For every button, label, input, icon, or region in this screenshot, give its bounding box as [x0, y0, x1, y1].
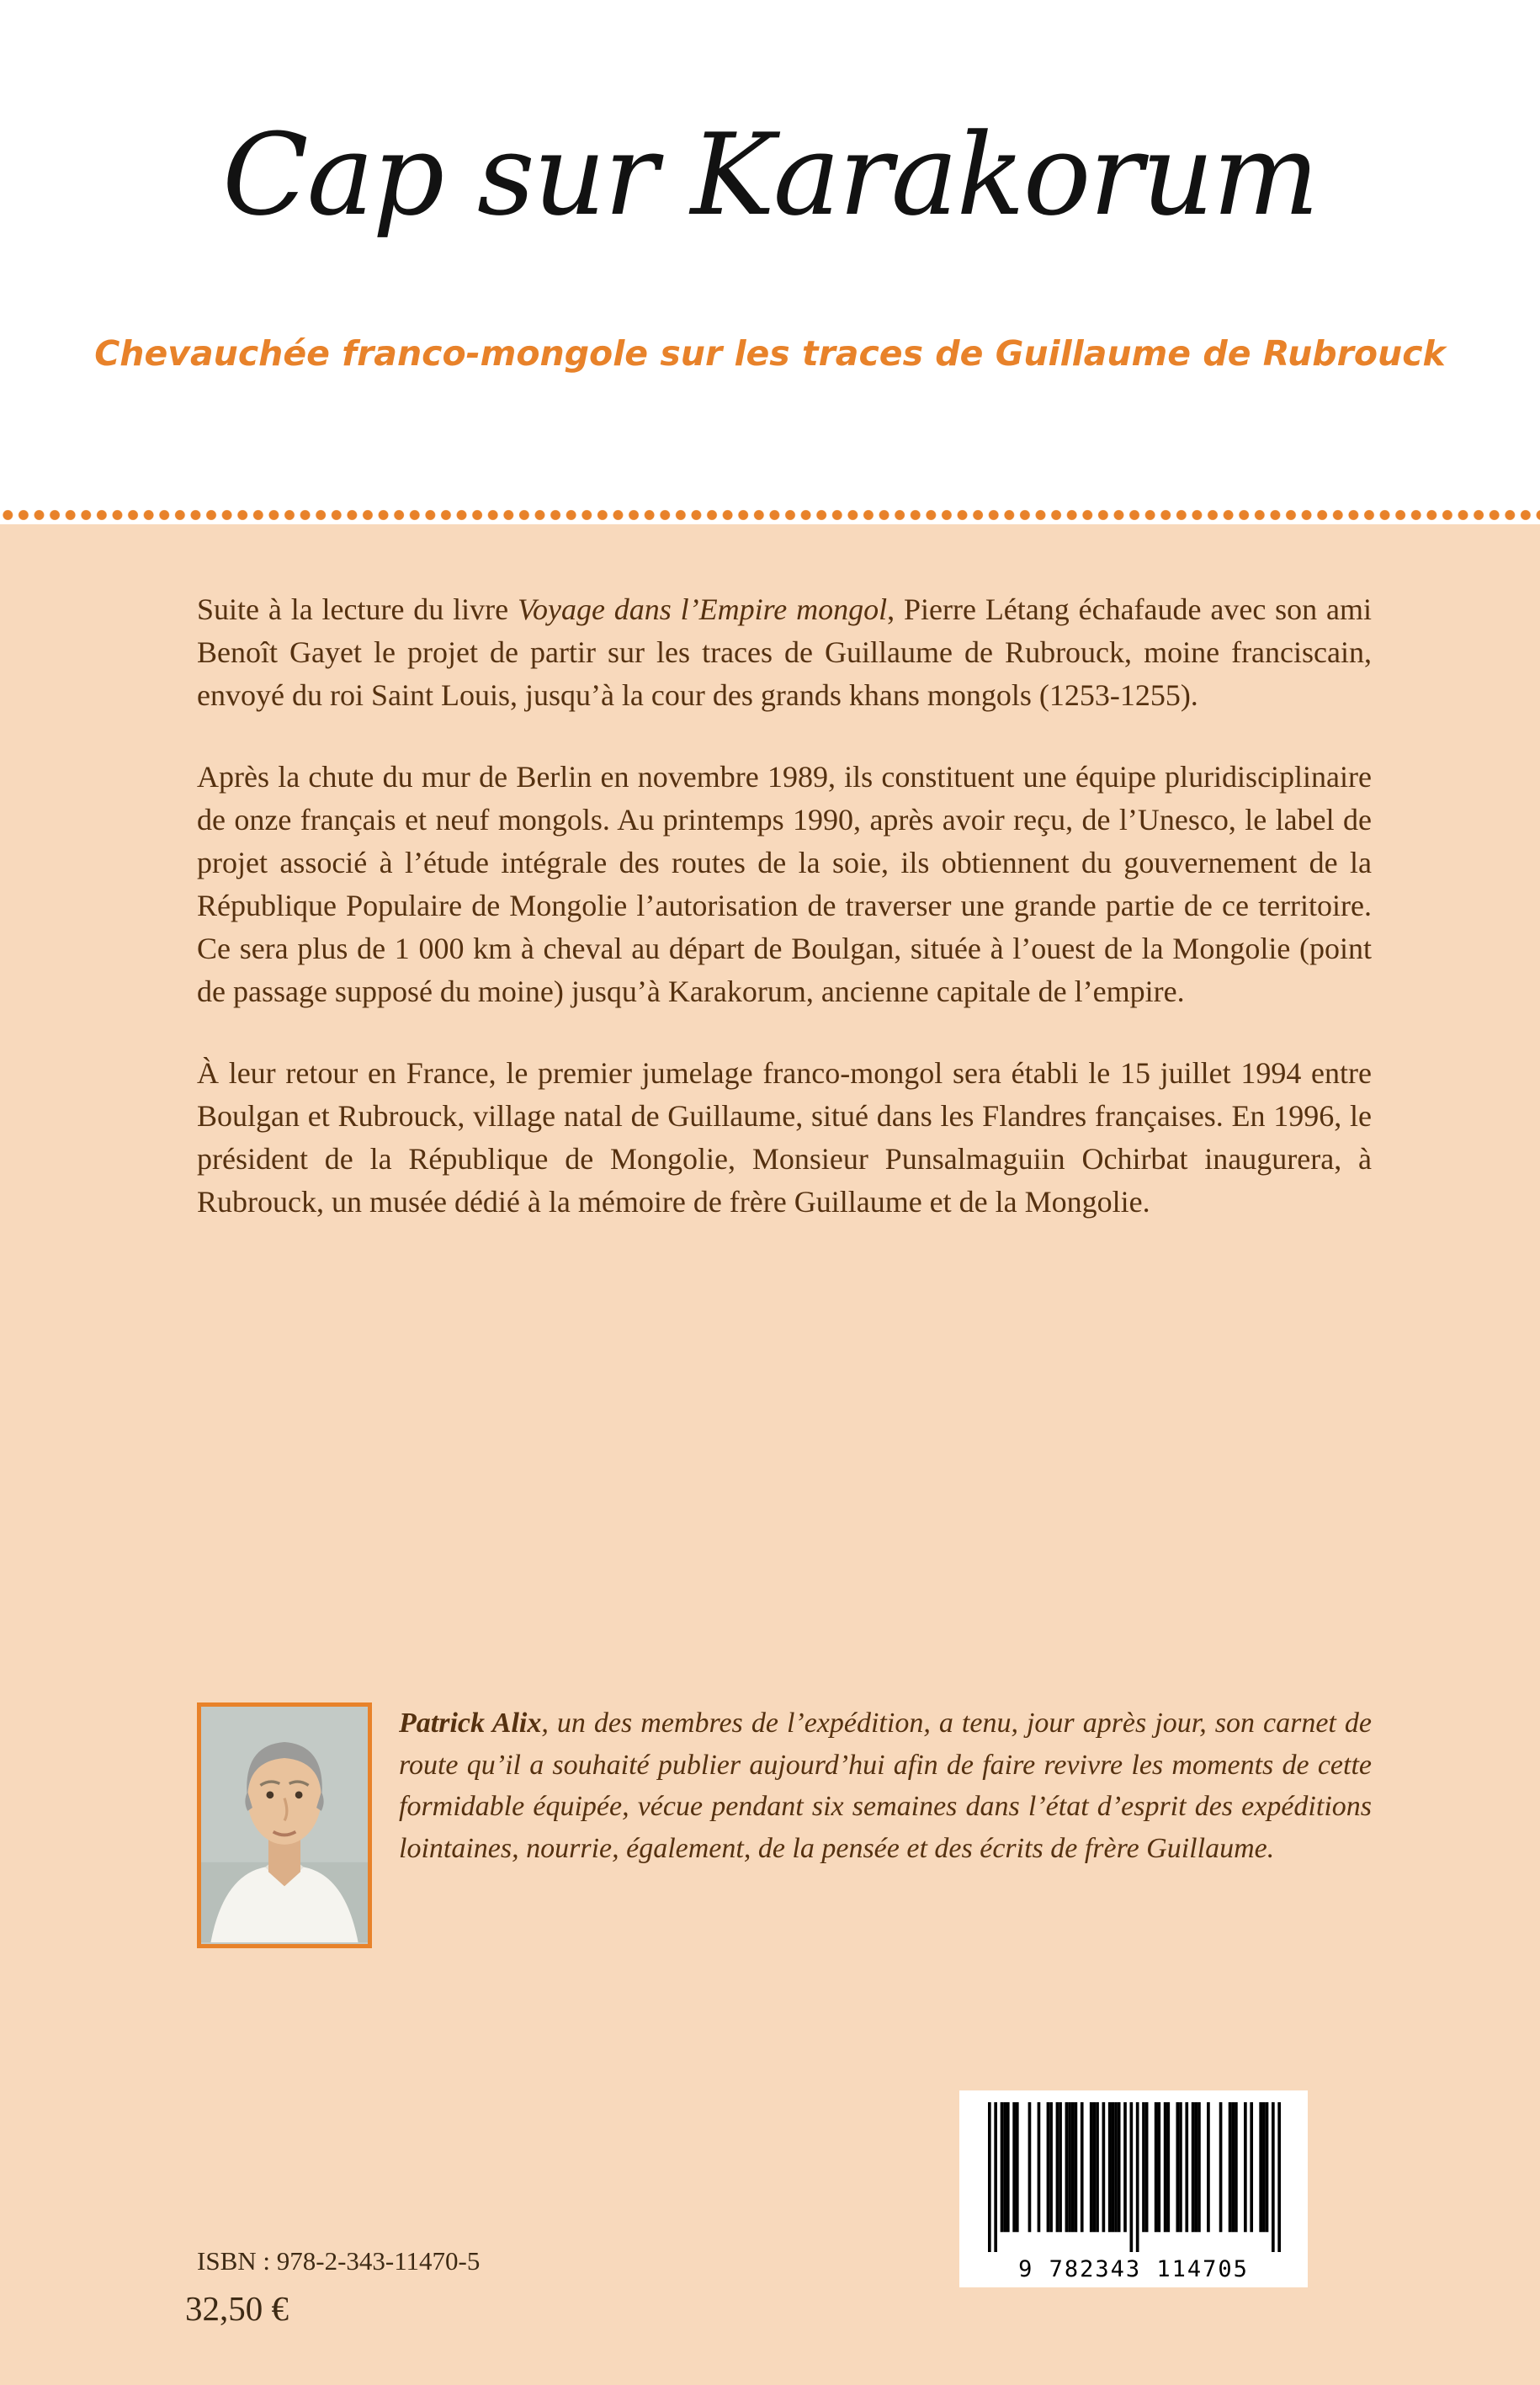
- synopsis-text: [197, 588, 1372, 1262]
- price-text: 32,50 €: [185, 2289, 289, 2328]
- author-bio-text: , un des membres de l’expédition, a tenu, jour après jour, son carnet de route qu’il a souhaité publier aujourd’hui afin de faire revivre les moments de cette formidable équipée, vécue pendant six semaines dans l’état d’esprit des expéditions lointaines, nourrie, également, de la pensée et des écrits de frère Guillaume.: [399, 1708, 1372, 1864]
- author-section: [197, 1702, 1372, 1948]
- synopsis-paragraph-2: Après la chute du mur de Berlin en novembre 1989, ils constituent une équipe pluridisciplinaire de onze français et neuf mongols. Au printemps 1990, après avoir reçu, de l’Unesco, le label de projet associé à l’étude intégrale des routes de la soie, ils obtiennent du gouvernement de la République Populaire de Mongolie l’autorisation de traverser une grande partie de ce territoire. Ce sera plus de 1 000 km à cheval au départ de Boulgan, située à l’ouest de la Mongolie (point de passage supposé du moine) jusqu’à Karakorum, ancienne capitale de l’empire.: [197, 760, 1372, 1008]
- author-photo: [201, 1707, 368, 1944]
- author-bio: [399, 1702, 1372, 1869]
- referenced-book-title: Voyage dans l’Empire mongol: [517, 592, 888, 626]
- dotted-divider: [0, 506, 1540, 524]
- barcode-bars: [988, 2102, 1281, 2252]
- barcode: [959, 2090, 1308, 2287]
- synopsis-paragraph-3: À leur retour en France, le premier jumelage franco-mongol sera établi le 15 juillet 1994 entre Boulgan et Rubrouck, village natal de Guillaume, situé dans les Flandres françaises. En 1996, le président de la République de Mongolie, Monsieur Punsalmaguiin Ochirbat inaugurera, à Rubrouck, un musée dédié à la mémoire de frère Guillaume et de la Mongolie.: [197, 1056, 1372, 1219]
- book-title: Cap sur Karakorum: [222, 109, 1318, 241]
- paragraph-text: , Pierre Létang échafaude avec son ami Benoît Gayet le projet de partir sur les traces de Guillaume de Rubrouck, moine franciscain, envoyé du roi Saint Louis, jusqu’à la cour des grands khans mongols (1253-1255).: [197, 592, 1372, 712]
- author-photo-frame: [197, 1702, 372, 1948]
- isbn-text: ISBN : 978-2-343-11470-5: [197, 2246, 481, 2276]
- book-subtitle: Chevauchée franco-mongole sur les traces de Guillaume de Rubrouck: [94, 333, 1446, 374]
- author-name: Patrick Alix: [399, 1708, 542, 1739]
- synopsis-section: [0, 524, 1540, 2385]
- paragraph-text: Suite à la lecture du livre: [197, 592, 518, 626]
- synopsis-paragraph-1: [197, 588, 1372, 717]
- barcode-number: 9 782343 114705: [1018, 2256, 1249, 2282]
